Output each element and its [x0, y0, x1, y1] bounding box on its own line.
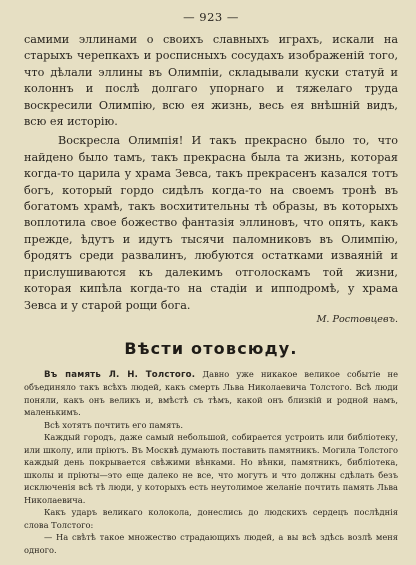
article-body [24, 32, 398, 327]
page-number: — 923 — [183, 10, 239, 24]
news-paragraph: Всѣ хотятъ почтить его память. [44, 419, 184, 430]
news-paragraph: Какъ ударъ великаго колокола, донеслись до людскихъ сердецъ послѣднія слова Толстого: [24, 507, 398, 530]
article-paragraph: Воскресла Олимпія! И такъ прекрасно было то, что найдено было тамъ, такъ прекрасна была та жизнь, которая когда-то царила у храма Зевса, такъ прекрасенъ казался тотъ богъ, который гордо сидѣлъ когда-то на своемъ тронѣ въ богатомъ храмѣ, такъ восхитительны тѣ образы, въ которыхъ воплотила свое божество фантазія эллиновъ, что опять, какъ прежде, ѣдутъ и идутъ тысячи паломниковъ въ Олимпію, бродятъ среди развалинъ, любуются остатками изваяній и прислушиваются къ далекимъ отголоскамъ той жизни, которая кипѣла когда-то на стадіи и ипподромѣ, у храма Зевса и у старой рощи бога. [24, 134, 398, 312]
article-signature: М. Ростовцевъ. [316, 313, 398, 325]
news-section [24, 368, 398, 557]
news-lead-paragraph [24, 368, 398, 419]
news-lead-title: Въ память Л. Н. Толстого. [44, 369, 196, 380]
news-quote: — На свѣтѣ такое множество страдающихъ людей, а вы всѣ здѣсь возлѣ меня одного. [24, 532, 398, 555]
news-lead-text: Давно уже никакое великое событіе не объединяло такъ всѣхъ людей, какъ смерть Льва Николаевича Толстого. Всѣ люди поняли, какъ онъ великъ и, вмѣстѣ съ тѣмъ, какой онъ близкій и родной намъ, маленькимъ. [24, 368, 398, 418]
section-heading: Вѣсти отовсюду. [124, 338, 298, 358]
article-paragraph: самими эллинами о своихъ славныхъ играхъ, искали на старыхъ черепкахъ и росписныхъ сосудахъ изображеній того, что дѣлали эллины въ Олимпіи, складывали куски статуй и колоннъ и послѣ долгаго упорнаго и тяжелаго труда воскресили Олимпію, всю ея жизнь, весь ея внѣшній видъ, всю ея исторію. [24, 33, 398, 129]
news-paragraph: Каждый городъ, даже самый небольшой, собирается устроить или библіотеку, или школу, или пріютъ. Въ Москвѣ думають поставить памятникъ. Могила Толстого каждый день покрывается свѣжими вѣнками. Но вѣнки, памятникъ, библіотека, школы и пріюты—это еще далеко не все, что могутъ и что должны сдѣлать безъ исключенія всѣ тѣ люди, у которыхъ есть неутолимое желаніе почтить память Льва Николаевича. [24, 432, 398, 505]
